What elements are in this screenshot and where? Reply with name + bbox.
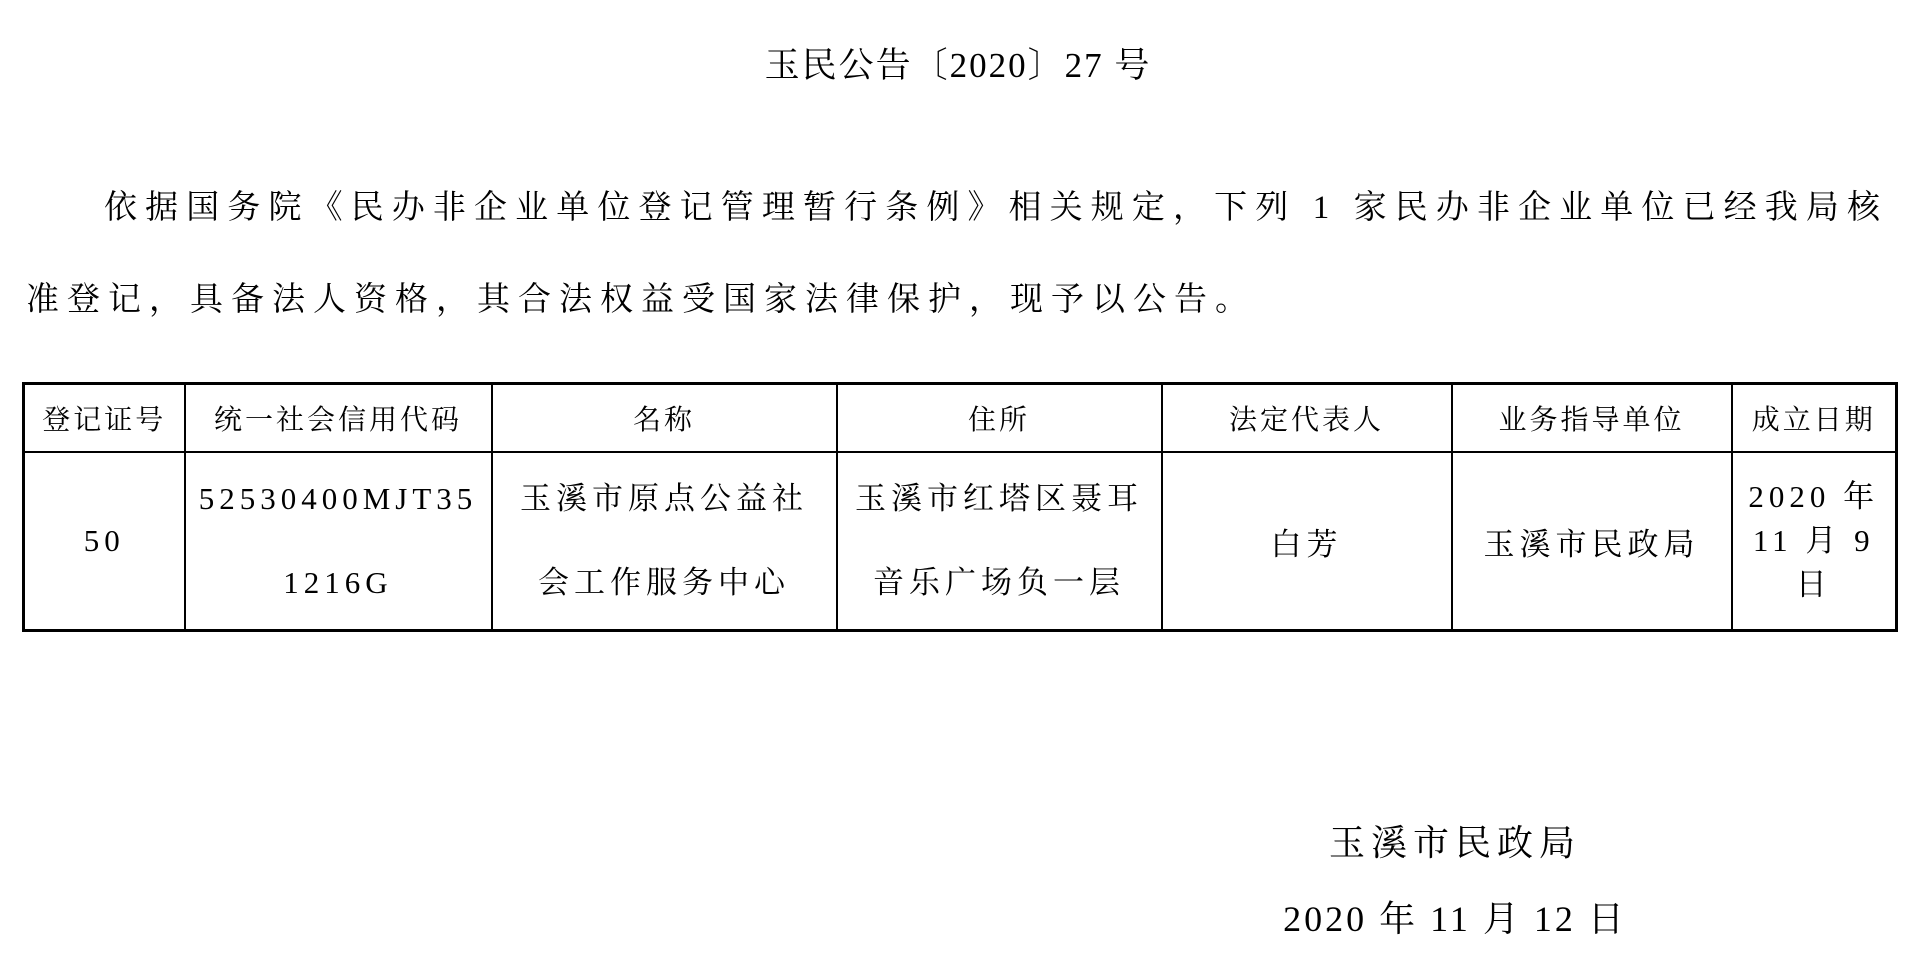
cell-address <box>837 452 1162 631</box>
establish-date-line-1: 2020 年 <box>1748 479 1880 514</box>
registration-table <box>22 382 1898 632</box>
signature-organization: 玉溪市民政局 <box>1328 823 1581 863</box>
cell-name <box>492 452 837 631</box>
announcement-paragraph: 依据国务院《民办非企业单位登记管理暂行条例》相关规定，下列 1 家民办非企业单位已经我局核准登记，具备法人资格，其合法权益受国家法律保护，现予以公告。 <box>26 190 1888 318</box>
address-line-1: 玉溪市红塔区聂耳 <box>855 481 1143 516</box>
cell-registration-no: 50 <box>24 452 185 631</box>
cell-establish-date <box>1732 452 1897 631</box>
column-header-supervising-unit: 业务指导单位 <box>1452 384 1732 453</box>
column-header-name: 名称 <box>492 384 837 453</box>
signature-block <box>1105 820 1805 942</box>
address-line-2: 音乐广场负一层 <box>873 565 1125 600</box>
cell-credit-code <box>185 452 492 631</box>
name-line-1: 玉溪市原点公益社 <box>520 481 808 516</box>
page-title: 玉民公告〔2020〕27 号 <box>764 46 1152 85</box>
signature-date: 2020 年 11 月 12 日 <box>1283 899 1627 939</box>
column-header-registration-no: 登记证号 <box>24 384 185 453</box>
column-header-credit-code: 统一社会信用代码 <box>185 384 492 453</box>
column-header-legal-representative: 法定代表人 <box>1162 384 1452 453</box>
column-header-address: 住所 <box>837 384 1162 453</box>
cell-supervising-unit: 玉溪市民政局 <box>1452 452 1732 631</box>
credit-code-line-1: 52530400MJT35 <box>198 481 478 516</box>
establish-date-line-2: 11 月 9 日 <box>1752 523 1875 602</box>
table-row <box>24 452 1897 631</box>
cell-legal-representative: 白芳 <box>1162 452 1452 631</box>
column-header-establish-date: 成立日期 <box>1732 384 1897 453</box>
name-line-2: 会工作服务中心 <box>538 565 790 600</box>
table-header-row <box>24 384 1897 453</box>
credit-code-line-2: 1216G <box>283 565 393 600</box>
